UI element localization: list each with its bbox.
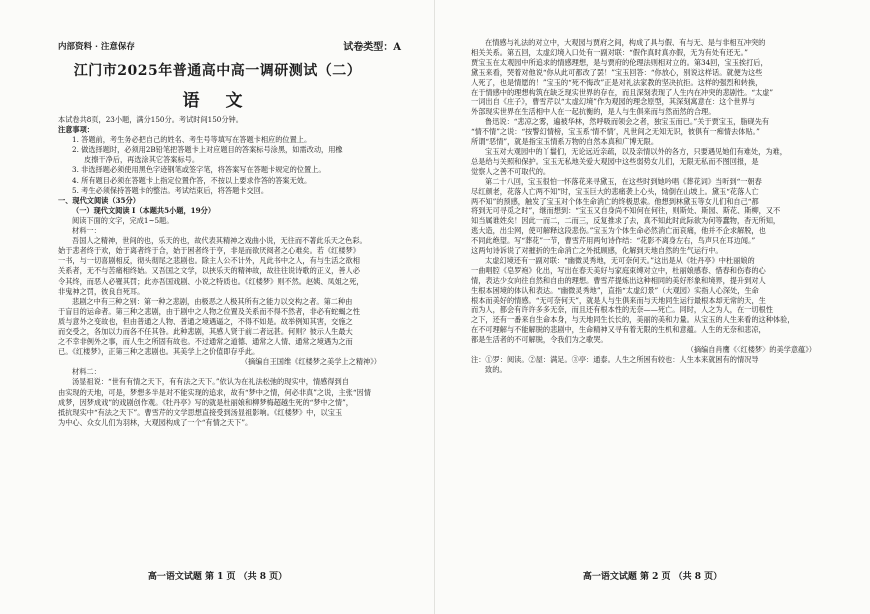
text-line: 5. 考生必须保持答题卡的整洁。考试结束后，将答题卡交回。 xyxy=(72,185,269,195)
text-line: 令其终，而恶人必罹其罚；此亦吾国戏剧、小说之特质也。《红楼梦》则不然。赵姨、凤姐之死， xyxy=(58,276,364,286)
text-line: 不同此绝望。写“葬花”一节，曹雪芹用两句诗作结：“花影不离身左右，鸟声只在耳边闻。” xyxy=(471,236,756,246)
text-line: （摘编自王国维《红楼梦之美学上之精神》） xyxy=(240,357,381,367)
text-line: 于盲目的运命者。第三种之悲剧，由于剧中之人物之位置及关系而不得不然者，非必有蛇蝎之性 xyxy=(58,306,360,316)
text-line: 一、现代文阅读（35分） xyxy=(58,195,140,205)
text-line: 注：①罗：阅读。②屋：满足。③亭：通泰。人生之所困有较也：人生本来就困有的情况导 xyxy=(471,355,759,364)
text-line: 抵抗现实中“有法之天下”。曹雪芹的文学思想直接受到汤显祖影响。《红楼梦》中，以宝玉 xyxy=(58,407,343,417)
text-line: 在情感与礼法的对立中，大观园与贾府之间，构成了具与假、有与无、是与非相互冲突的 xyxy=(485,38,766,47)
text-line: 这两句诗诉说了对摧折的生命消亡之外抵顾感，化解到天地自然的生气运行中。 xyxy=(471,246,723,256)
text-line: 太虚幻境还有一副对联：“幽微灵秀地，无可奈何天。”这出是从《牡丹亭》中杜丽娘的 xyxy=(485,255,755,265)
text-line: 将到无可寻觅之时”，继而想到：“宝玉又自身尚不知何在何往，则斯处、斯园、斯花、斯柳，又不 xyxy=(471,206,781,216)
text-line: 已。《红楼梦》，正第三种之悲剧也。其美学上之价值即存乎此。 xyxy=(58,347,260,357)
page-2 xyxy=(435,0,870,614)
text-line: 而为人，都会有许许多多无奈，而且还有根本性的无奈——死亡。同时，人之为人，在一切根性 xyxy=(471,305,773,315)
paper-type: 试卷类型：A xyxy=(343,42,401,53)
text-line: 尽红颜老，花落人亡两不知”时，宝玉巨大的悲痛袭上心头，恸倒在山坡上。黛玉“花落人亡 xyxy=(471,186,759,196)
text-line: 两不知”的预感，触发了宝玉对个体生命消亡的终极思索。他想到林黛玉等女儿们和自己“都 xyxy=(471,196,759,206)
text-line: 情，表达少女向往自然和自由的理想。曹雪芹提炼出这种相同的美好形象和境界，提升到对人 xyxy=(471,275,766,285)
text-line: 一书，与一切喜剧相反，彻头彻尾之悲剧也。除主人公不计外，凡此书中之人，有与生活之欲相 xyxy=(58,256,360,266)
text-line: 人死了，也是情愿的！”宝玉的“死不悔改”正是对礼法家教的坚决抗拒。这样的强烈和转换， xyxy=(471,77,763,87)
text-line: 贾宝玉在太观园中所追求的情感理想，是与贾府的伦理法则相对立的。第34回，宝玉挨打后， xyxy=(471,57,768,67)
text-line: 本试卷共8页，23小题，满分150分。考试时间150分钟。 xyxy=(58,115,243,124)
page-1-body xyxy=(58,115,401,428)
text-line: 阅读下面的文字，完成1~5题。 xyxy=(72,215,174,225)
text-line: 生根本困境的体认和表达。“幽微灵秀地”，直指“太虚幻景”（大观园）实指人心深处，生命 xyxy=(471,285,759,295)
text-line: 4. 所有题目必须在答题卡上指定位置作答，不按以上要求作答的答案无效。 xyxy=(72,175,312,185)
text-line: 之下，还有一番来自生命本身，与天地同生长长的，美丽的美和力量。从宝玉的人生来看的这种体验， xyxy=(471,315,795,325)
text-line: 皮擦干净后，再选涂其它答案标号。 xyxy=(84,155,200,165)
text-line: 关系者，无不与苦痛相终始。又吾国之文学，以挟乐天的精神故，故往往说诗歌的正义，善人必 xyxy=(58,266,360,276)
text-line: 一曲唱腔《皂罗袍》化出，写出在春天美好与家庭束缚对立中，杜丽娘感春、惜春和伤春的心 xyxy=(471,265,766,275)
text-line: 觉察人之善不可取代的。 xyxy=(471,166,551,176)
subject-title: 语 文 xyxy=(182,91,253,111)
text-line: 质与意外之变故也，但由普通之人物、普通之境遇逼之，不得不如是。故举例知其害，交施之 xyxy=(58,316,353,326)
text-line: 总是给与关照和保护。宝玉无私地关爱大观园中这些弱势女儿们，无限无私而不图回报，是 xyxy=(471,156,759,166)
text-line: 吾国人之精神，世间的也，乐天的也，故代表其精神之戏曲小说，无往而不著此乐天之色彩。 xyxy=(72,236,367,246)
text-line: 鲁迅说：“悲凉之雾，遍被华林，然呼吸而领会之者，独宝玉而已。”关于贾宝玉，脂砚先有 xyxy=(485,117,770,127)
text-line: 汤显祖说：“世有有情之天下，有有法之天下。”依认为在礼法松弛的现实中，情感得到自 xyxy=(72,377,349,387)
text-line: 非鬼神之罚，彼良自死耳。 xyxy=(58,286,145,296)
text-line: 第二十八回，宝玉很怕一怀落花来寻黛玉，在这些时到她吟唱《葬花词》当听到“一朝春 xyxy=(485,176,762,186)
text-line: 黛玉来看，哭着对他说“你从此可都改了罢！”宝玉回答：“你放心，别说这样话。就便为这些 xyxy=(471,67,763,77)
page-2-body xyxy=(471,38,836,375)
text-line: 悲剧之中有三种之别：第一种之悲剧，由极恶之人极其所有之能力以交构之者。第二种由 xyxy=(72,296,353,306)
text-line: 由实现的天地，可是，梦想多半是对不能实现的追求，故有“梦中之情，何必非真”之说，主张“因情 xyxy=(58,387,371,397)
text-line: 而交受之，各加以力而各不任其咎。此种悲剧，其感人贤于前二者远甚。何则？彼示人生最大 xyxy=(58,326,353,336)
text-line: 之不幸非例外之事，而人生之所固有故也。不过通常之道德、通常之人情、通常之境遇为之而 xyxy=(58,337,353,347)
text-line: 在不可理解与不能解脱的悲剧中，生命精神又寻有着无限的生机和意蕴。人生的无奈和悲凉， xyxy=(471,325,766,335)
text-line: 2. 做选择题时，必须用2B铅笔把答题卡上对应题目的答案标号涂黑，如需改动，用橡 xyxy=(72,145,343,155)
text-line: 知当属谁姓矣！因此一而二，二而三，反复推求了去，真不知此时此际欲为何等蠢物，杳无所知， xyxy=(471,216,781,226)
text-line: （一）现代文阅读 I（本题共5小题，19分） xyxy=(72,205,216,215)
text-line: 始于悲者终于欢，始于离者终于合，始于困者终于亨，非是而欲厌阅者之心难矣。若《红楼梦》 xyxy=(58,246,360,256)
text-line: 成梦，因梦成戏”的戏剧创作观。《牡丹亭》写的就是杜丽娘和柳梦梅超越生死的“梦中之情”， xyxy=(58,397,353,407)
text-line: 注意事项： xyxy=(58,125,94,135)
text-line: “情不情”之说：“按警幻情榜，宝玉系‘情不情’，凡世间之无知无识，彼俱有一痴情去体贴。” xyxy=(471,127,760,137)
text-line: 相关关系。第五回，太虚幻境入口处有一副对联：“假作真时真亦假，无为有处有还无。” xyxy=(471,47,748,57)
text-line: 一词出自《庄子》，曹雪芹以“太虚幻境”作为观园的理念原型，其深刻寓意在：这个世界与 xyxy=(471,97,756,107)
page-2-footer: 高一语文试题 第 2 页 （共 8 页） xyxy=(582,572,723,582)
text-line: 根本而美好的情感。“无可奈何天”，就是人与生俱来而与天地同生运行最根本却无常的天，生 xyxy=(471,295,766,305)
text-line: 宝玉对大观园中的丫鬟们，无论远近亲疏，以及亲情以外的各方，只要遇见她们有难处，为难， xyxy=(485,146,787,156)
text-line: 3. 非选择题必须使用黑色字迹钢笔或签字笔，将答案写在答题卡规定的位置上。 xyxy=(72,165,326,175)
text-line: 1. 答题前，考生务必把自己的姓名、考生号等填写在答题卡相应的位置上。 xyxy=(72,135,312,145)
page-1-footer: 高一语文试题 第 1 页 （共 8 页） xyxy=(147,572,288,582)
exam-title: 江门市2025年普通高中高一调研测试（二） xyxy=(73,63,362,79)
text-line: 材料二： xyxy=(72,367,101,377)
text-line: 外部现实世界在生活相中人在一起抗衡的，是人与生俱来而与然而然的合理。 xyxy=(471,107,716,117)
text-line: 为中心、众女儿们为羽林，大观园构成了一个“有情之天下”。 xyxy=(58,417,253,427)
text-line: 致的。 xyxy=(485,364,507,374)
text-line: 在于情感中的理想构筑在缺乏现实世界的存在，而且深刻表现了人生内在冲突的悲剧性。“太虚” xyxy=(471,87,774,97)
text-line: 逃大造，出尘网，使可解释这段悲伤。”宝玉为个体生命必然消亡而哀痛，他并不企求解脱，也 xyxy=(471,226,766,236)
text-line: （摘编自肖鹰《〈红楼梦〉的美学意蕴》） xyxy=(686,345,816,355)
text-line: 都是生活者的不可解脱，令我们为之歌哭。 xyxy=(471,335,608,345)
text-line: 所谓“恶情”，就是指宝玉情系万物的自然本真和广博无限。 xyxy=(471,137,659,147)
internal-notice: 内部资料 · 注意保存 xyxy=(58,42,135,52)
page-header xyxy=(58,38,401,54)
text-line: 材料一： xyxy=(72,226,101,236)
